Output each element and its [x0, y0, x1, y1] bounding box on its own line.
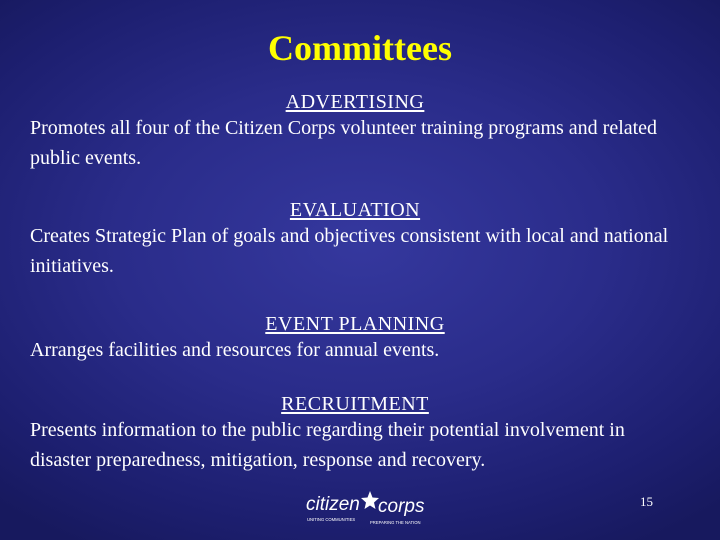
logo-word-right: corps [378, 496, 425, 517]
slide-title: Committees [268, 28, 452, 68]
section-heading: EVALUATION [289, 199, 421, 221]
citizen-corps-logo [304, 488, 434, 528]
section-description: Creates Strategic Plan of goals and objectives consistent with local and national initiatives. [30, 225, 669, 277]
section-recruitment [30, 393, 680, 475]
section-event-planning [30, 313, 680, 365]
section-description: Presents information to the public regarding their potential involvement in disaster preparedness, mitigation, response and recovery. [30, 419, 625, 471]
logo-word-left: citizen [306, 494, 360, 515]
section-evaluation [30, 199, 680, 281]
section-advertising [30, 91, 680, 173]
page-number: 15 [640, 494, 653, 509]
section-heading: RECRUITMENT [281, 393, 429, 415]
section-description: Arranges facilities and resources for annual events. [30, 339, 440, 361]
section-description: Promotes all four of the Citizen Corps volunteer training programs and related public events. [30, 117, 658, 169]
logo-tagline-right: PREPARING THE NATION [370, 520, 421, 525]
logo-tagline-left: UNITING COMMUNITIES [307, 517, 356, 522]
star-icon [361, 491, 379, 509]
section-heading: ADVERTISING [285, 91, 425, 113]
section-heading: EVENT PLANNING [265, 313, 445, 335]
